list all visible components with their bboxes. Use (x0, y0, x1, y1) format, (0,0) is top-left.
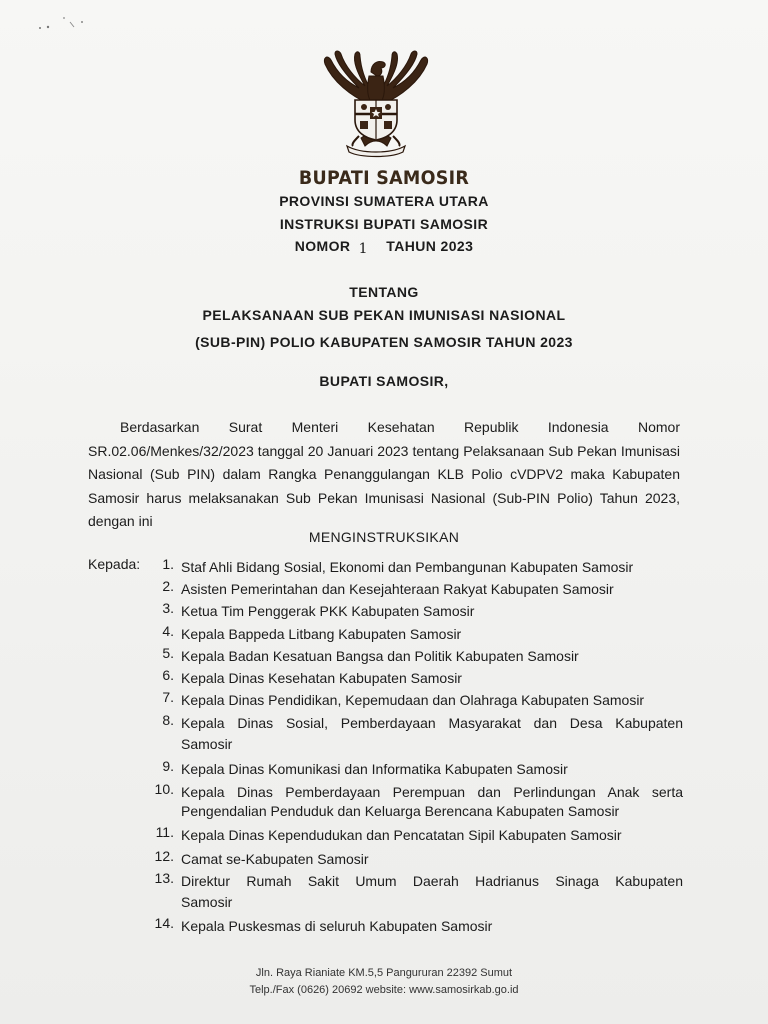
handwritten-number: 1 (358, 241, 368, 257)
instruction-title: INSTRUKSI BUPATI SAMOSIR (279, 216, 489, 232)
item-text: Kepala Badan Kesatuan Bangsa dan Politik Kabupaten Samosir (181, 648, 579, 664)
item-text: Kepala Bappeda Litbang Kabupaten Samosir (181, 626, 462, 642)
issuer: BUPATI SAMOSIR, (319, 373, 449, 389)
item-number: 1. (162, 556, 174, 572)
item-number: 7. (162, 689, 174, 705)
regent-title: BUPATI SAMOSIR (298, 167, 470, 189)
item-text: Kepala Dinas Kependudukan dan Pencatatan Sipil Kabupaten Samosir (181, 827, 622, 843)
item-number: 6. (162, 667, 174, 683)
item-number: 4. (162, 623, 174, 639)
scan-speck-marks (34, 14, 94, 34)
item-number: 8. (162, 712, 174, 728)
item-text: Asisten Pemerintahan dan Kesejahteraan Rakyat Kabupaten Samosir (181, 581, 614, 597)
item-number: 11. (155, 824, 174, 840)
footer-address: Jln. Raya Rianiate KM.5,5 Pangururan 22392 Sumut (255, 967, 513, 979)
subject-line-2: (SUB-PIN) POLIO KABUPATEN SAMOSIR TAHUN 2023 (195, 334, 573, 350)
item-number: 2. (162, 578, 174, 594)
item-text: Staf Ahli Bidang Sosial, Ekonomi dan Pembangunan Kabupaten Samosir (181, 559, 634, 575)
item-text: Kepala Dinas Komunikasi dan Informatika Kabupaten Samosir (181, 761, 568, 777)
province-name: PROVINSI SUMATERA UTARA (279, 193, 489, 209)
item-text: Ketua Tim Penggerak PKK Kabupaten Samosir (181, 603, 475, 619)
item-text-continued: Samosir (181, 736, 233, 752)
instruct-heading: MENGINSTRUKSIKAN (308, 529, 460, 545)
to-label: Kepada: (88, 556, 141, 572)
preamble-paragraph (88, 416, 680, 534)
item-text: Kepala Dinas Pemberdayaan Perempuan dan Perlindungan Anak serta (181, 784, 683, 800)
item-number: 13. (154, 870, 174, 886)
item-number: 9. (162, 758, 174, 774)
item-text: Kepala Dinas Sosial, Pemberdayaan Masyarakat dan Desa Kabupaten (181, 715, 683, 731)
preamble-text: Berdasarkan Surat Menteri Kesehatan Republik Indonesia Nomor SR.02.06/Menkes/32/2023 tanggal 20 Januari 2023 tentang Pelaksanaan Sub Pekan Imunisasi Nasional (Sub PIN) dalam Rangka Penanggulangan KLB Polio cVDPV2 maka Kabupaten Samosir harus melaksanakan Sub Pekan Imunisasi Nasional (Sub-PIN Polio) Tahun 2023, dengan ini (88, 419, 680, 529)
item-number: 12. (154, 848, 174, 864)
instruction-number (0, 238, 768, 255)
garuda-pancasila-emblem-icon (311, 46, 441, 158)
number-year: TAHUN 2023 (386, 238, 474, 254)
item-text: Kepala Dinas Pendidikan, Kepemudaan dan Olahraga Kabupaten Samosir (181, 692, 645, 708)
item-text: Kepala Dinas Kesehatan Kabupaten Samosir (181, 670, 462, 686)
item-text-continued: Pengendalian Penduduk dan Keluarga Berencana Kabupaten Samosir (181, 803, 620, 819)
item-text: Camat se-Kabupaten Samosir (181, 851, 369, 867)
item-number: 14. (154, 915, 174, 931)
item-number: 5. (162, 645, 174, 661)
item-text: Direktur Rumah Sakit Umum Daerah Hadrianus Sinaga Kabupaten (181, 873, 683, 889)
item-number: 3. (162, 600, 174, 616)
subject-line-1: PELAKSANAAN SUB PEKAN IMUNISASI NASIONAL (202, 307, 566, 323)
number-prefix: NOMOR (294, 238, 351, 254)
item-text: Kepala Puskesmas di seluruh Kabupaten Samosir (181, 918, 493, 934)
item-text-continued: Samosir (181, 894, 233, 910)
item-number: 10. (154, 781, 174, 797)
subject-heading: TENTANG (349, 284, 419, 300)
footer-contact: Telp./Fax (0626) 20692 website: www.samosirkab.go.id (249, 984, 519, 996)
